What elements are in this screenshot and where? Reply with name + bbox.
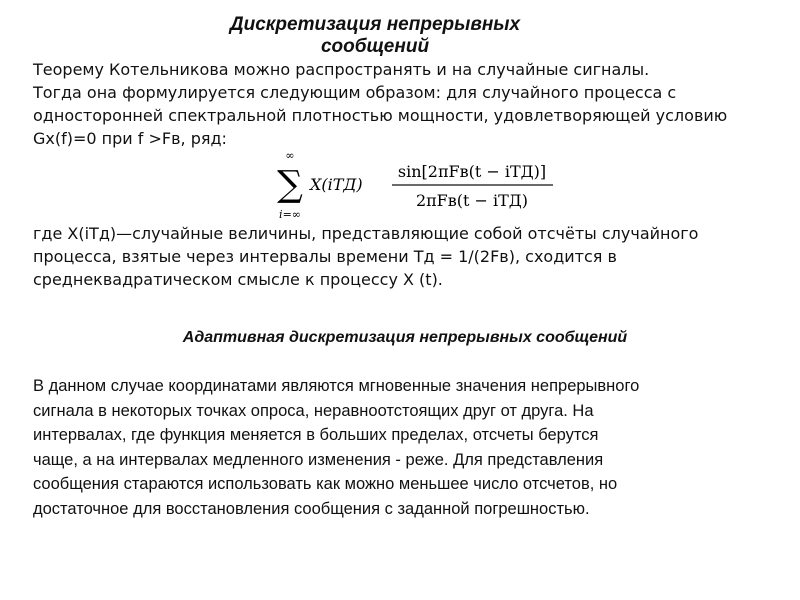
formula-numerator: sin[2πFв(t − iTД)] <box>397 162 547 181</box>
formula-denominator: 2πFв(t − iTД) <box>415 191 529 210</box>
paragraph-kotelnikov <box>33 58 773 150</box>
sum-lower-limit: i=∞ <box>279 208 301 221</box>
paragraph-line: сигнала в некоторых точках опроса, неравноотстоящих друг от друга. На <box>33 401 594 420</box>
formula-term: X(iTД) <box>310 175 363 194</box>
kotelnikov-series-formula <box>276 149 576 222</box>
paragraph-line: Тогда она формулируется следующим образом: для случайного процесса с <box>33 83 677 102</box>
paragraph-line: интервалах, где функция меняется в больших пределах, отсчеты берутся <box>33 426 599 444</box>
formula-svg <box>276 149 576 222</box>
paragraph-line: Теорему Котельникова можно распространять и на случайные сигналы. <box>33 60 650 79</box>
paragraph-line: Gx(f)=0 при f >Fв, ряд: <box>33 129 227 148</box>
paragraph-line: процесса, взятые через интервалы времени Tд = 1/(2Fв), сходится в <box>33 247 617 266</box>
paragraph-line: В данном случае координатами являются мгновенные значения непрерывного <box>33 377 640 395</box>
slide-title <box>180 14 570 58</box>
sum-sign-icon: ∑ <box>277 164 303 205</box>
paragraph-line: достаточное для восстановления сообщения с заданной погрешностью. <box>33 499 590 518</box>
paragraph-adaptive <box>33 374 778 521</box>
paragraph-line: чаще, а на интервалах медленного изменения - реже. Для представления <box>33 450 604 469</box>
paragraph-line: среднеквадратическом смысле к процессу X (t). <box>33 270 443 289</box>
section-subtitle: Адаптивная дискретизация непрерывных сообщений <box>182 329 628 346</box>
title-line-2: сообщений <box>320 36 430 57</box>
paragraph-line: односторонней спектральной плотностью мощности, удовлетворяющей условию <box>33 106 728 125</box>
paragraph-series-explanation <box>33 222 773 291</box>
title-line-1: Дискретизация непрерывных <box>229 14 521 35</box>
sum-upper-limit: ∞ <box>285 149 295 162</box>
paragraph-line: сообщения стараются использовать как можно меньшее число отсчетов, но <box>33 475 618 493</box>
paragraph-line: где X(iTд)—случайные величины, представляющие собой отсчёты случайного <box>33 224 699 243</box>
